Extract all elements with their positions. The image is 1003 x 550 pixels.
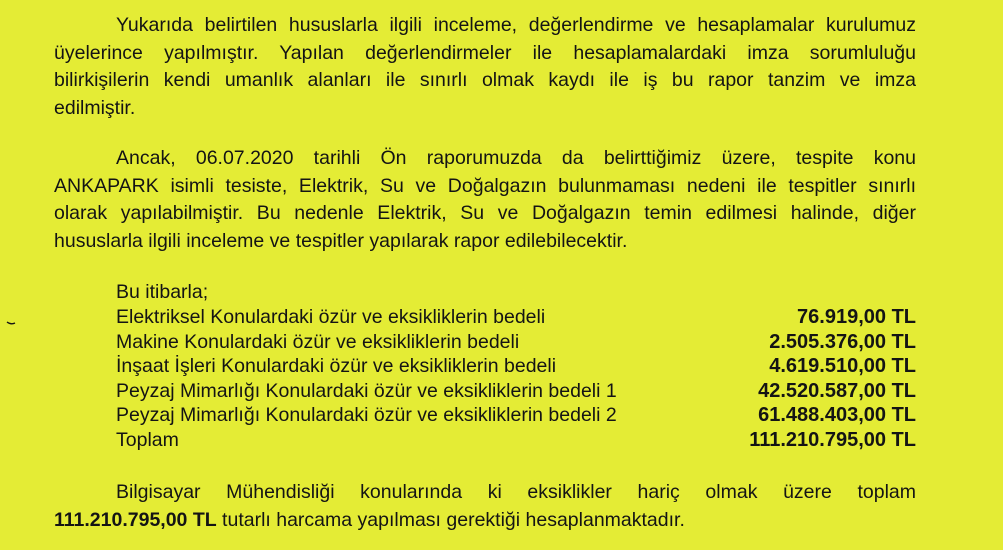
paragraph-line: Yukarıda belirtilen hususlarla ilgili inceleme, değerlendirme ve hesaplamalar kurulumuz [116,14,916,36]
total-row [116,428,916,453]
cost-amount: 61.488.403,00 TL [758,404,916,426]
cost-row [116,330,916,355]
cost-label: Elektriksel Konulardaki özür ve eksikliklerin bedeli [116,306,546,328]
cost-label: Peyzaj Mimarlığı Konulardaki özür ve eksikliklerin bedeli 1 [116,379,617,402]
paragraph-line: bilirkişilerin kendi umanlık alanları ile sınırlı olmak kaydı ile iş bu rapor tanzim ve imza [54,69,916,91]
cost-row [116,354,916,379]
total-amount: 111.210.795,00 TL [749,428,916,451]
cost-label: İnşaat İşleri Konulardaki özür ve eksikliklerin bedeli [116,355,557,377]
paragraph-line: olarak yapılabilmiştir. Bu nedenle Elektrik, Su ve Doğalgazın temin edilmesi halinde, diğer [54,202,916,224]
paragraph-limitations [54,145,916,255]
cost-amount: 2.505.376,00 TL [769,330,916,353]
paragraph-line: hususlarla ilgili inceleme ve tespitler yapılarak rapor edilebilecektir. [54,229,628,252]
paragraph-line: üyelerince yapılmıştır. Yapılan değerlendirmeler ile hesaplamalardaki imza sorumluluğu [54,41,916,64]
cost-amount: 4.619.510,00 TL [769,355,916,377]
paragraph-line: edilmiştir. [54,96,136,119]
cost-row [116,379,916,404]
paragraph-line: ANKAPARK isimli tesiste, Elektrik, Su ve Doğalgazın bulunmaması nedeni ile tespitler sınırlı [54,174,916,197]
cost-row [116,305,916,330]
paragraph-line: Bilgisayar Mühendisliği konularında ki eksiklikler hariç olmak üzere toplam [116,481,916,503]
paragraph-conclusion [54,479,916,534]
paragraph-review-info [54,12,916,122]
cost-summary [116,280,916,452]
paragraph-line: Ancak, 06.07.2020 tarihli Ön raporumuzda da belirttiğimiz üzere, tespite konu [116,147,916,169]
cost-amount: 42.520.587,00 TL [758,379,916,402]
conclusion-text: tutarlı harcama yapılması gerektiği hesaplanmaktadır. [216,508,685,531]
cost-amount: 76.919,00 TL [797,306,916,328]
cost-row [116,403,916,428]
conclusion-total-amount: 111.210.795,00 TL [54,508,217,531]
total-label: Toplam [116,428,179,451]
paragraph-line [54,507,916,535]
summary-intro: Bu itibarla; [116,281,209,303]
cost-label: Makine Konulardaki özür ve eksikliklerin bedeli [116,330,520,353]
margin-mark-icon [6,318,16,328]
cost-label: Peyzaj Mimarlığı Konulardaki özür ve eksikliklerin bedeli 2 [116,404,617,426]
